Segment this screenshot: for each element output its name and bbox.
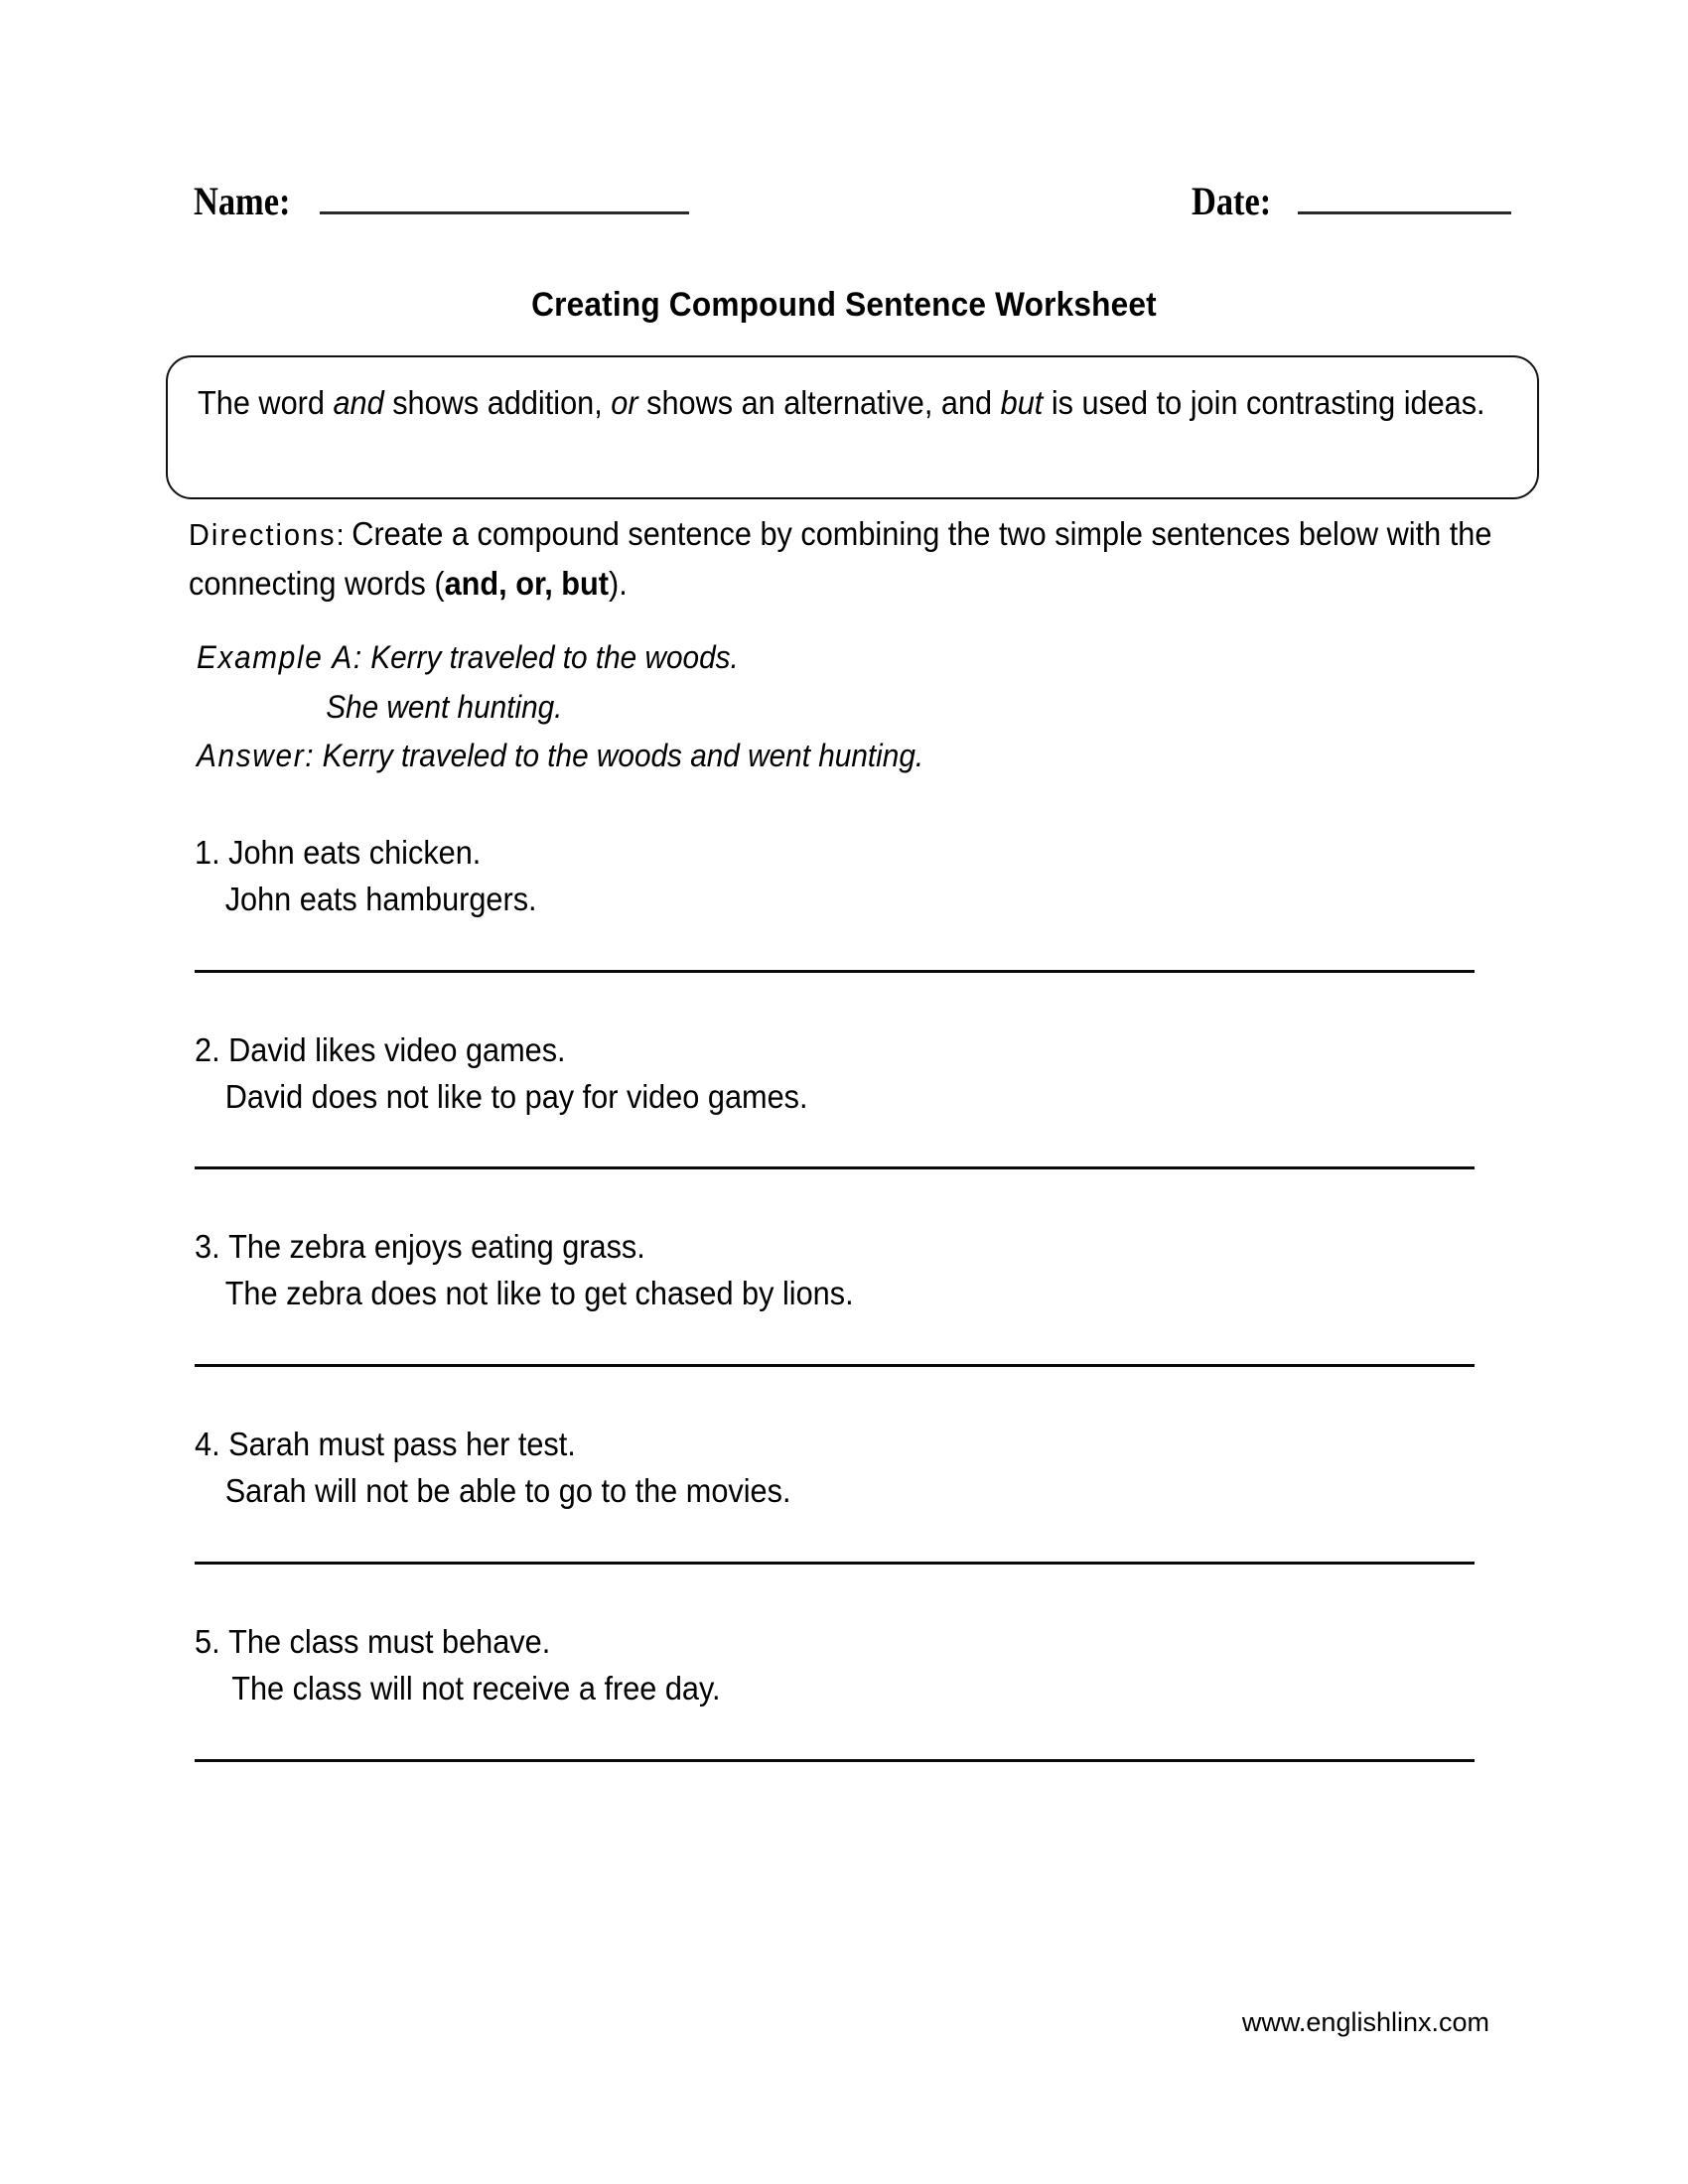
answer-label: Answer:: [197, 738, 316, 774]
example-sentence-1: Kerry traveled to the woods.: [370, 639, 739, 675]
footer-url: www.englishlinx.com: [1241, 2007, 1489, 2037]
question-2-line-1: [195, 1027, 1525, 1074]
intro-callout-box: [166, 355, 1539, 499]
question-item-4: [195, 1422, 1525, 1565]
date-input[interactable]: [1298, 185, 1511, 214]
directions-text: [189, 509, 1509, 609]
intro-emphasis-and: and: [333, 384, 384, 421]
example-line-1: [197, 633, 1507, 683]
question-5-line-2: The class will not receive a free day.: [231, 1669, 721, 1706]
answer-line-5[interactable]: [195, 1759, 1475, 1762]
answer-line-1[interactable]: [195, 970, 1475, 973]
intro-emphasis-but: but: [1000, 384, 1044, 421]
directions-part-2: ).: [608, 565, 628, 603]
question-5-line-1: [195, 1619, 1525, 1666]
question-3-line-1: [195, 1224, 1525, 1271]
answer-line-2[interactable]: [195, 1166, 1475, 1169]
intro-text: [198, 379, 1507, 427]
answer-line-3[interactable]: [195, 1364, 1475, 1367]
question-item-1: [195, 830, 1525, 973]
question-3-line-2: The zebra does not like to get chased by lions.: [224, 1275, 854, 1312]
intro-part-1: The word: [198, 384, 334, 421]
date-label: Date:: [1192, 179, 1272, 223]
directions-connecting-words: and, or, but: [444, 565, 609, 603]
question-4-text-1: Sarah must pass her test.: [228, 1426, 576, 1463]
question-1-number: 1.: [195, 834, 220, 871]
example-sentence-2: She went hunting.: [326, 688, 563, 725]
question-3-number: 3.: [195, 1228, 220, 1266]
name-label: Name:: [194, 179, 291, 223]
name-input[interactable]: [320, 185, 689, 214]
intro-part-2: shows addition,: [383, 384, 612, 421]
question-item-3: [195, 1224, 1525, 1367]
question-item-5: [195, 1619, 1525, 1762]
intro-part-3: shows an alternative, and: [637, 384, 1001, 421]
question-2-line-2: David does not like to pay for video games.: [224, 1077, 808, 1115]
example-section: [197, 633, 1507, 781]
directions-label: Directions:: [189, 517, 347, 552]
answer-line-4[interactable]: [195, 1562, 1475, 1565]
directions-section: [189, 509, 1509, 609]
question-4-number: 4.: [195, 1426, 220, 1463]
directions-part-1: Create a compound sentence by combining the two simple sentences below with the connecting words (: [189, 515, 1492, 603]
question-1-text-1: John eats chicken.: [228, 834, 482, 871]
question-4-line-1: [195, 1422, 1525, 1468]
example-answer-line: [197, 732, 1507, 781]
example-line-2: [197, 683, 1507, 733]
questions-list: [195, 830, 1525, 1817]
question-5-number: 5.: [195, 1622, 220, 1660]
page-title: Creating Compound Sentence Worksheet: [531, 286, 1157, 324]
example-label: Example A:: [197, 639, 363, 675]
question-1-line-2: John eats hamburgers.: [224, 880, 537, 917]
worksheet-header: [194, 179, 1475, 251]
date-field-group: [1192, 179, 1511, 223]
question-1-line-1: [195, 830, 1525, 877]
name-field-group: [194, 179, 689, 223]
question-item-2: [195, 1027, 1525, 1170]
intro-emphasis-or: or: [611, 384, 638, 421]
answer-sentence: Kerry traveled to the woods and went hunting.: [322, 738, 924, 774]
question-5-text-1: The class must behave.: [228, 1622, 551, 1660]
question-3-text-1: The zebra enjoys eating grass.: [228, 1228, 645, 1266]
question-2-number: 2.: [195, 1030, 220, 1068]
question-2-text-1: David likes video games.: [228, 1030, 566, 1068]
intro-part-4: is used to join contrasting ideas.: [1043, 384, 1485, 421]
question-4-line-2: Sarah will not be able to go to the movies.: [224, 1472, 791, 1510]
